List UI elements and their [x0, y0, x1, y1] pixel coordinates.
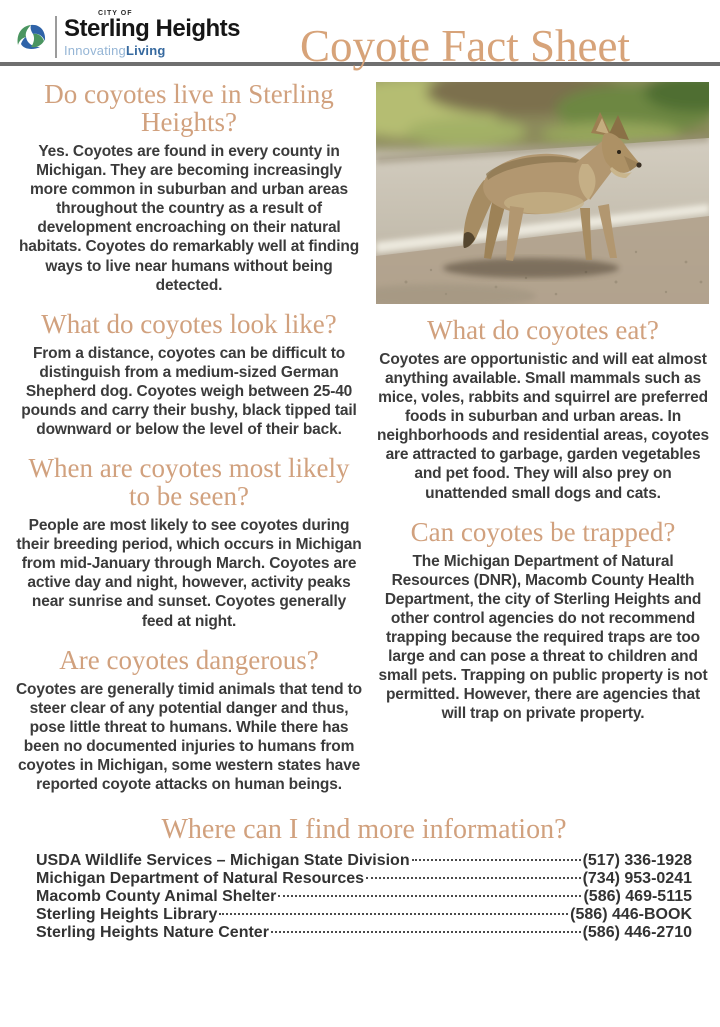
dotted-leader — [271, 931, 581, 933]
sterling-heights-logo — [14, 10, 241, 62]
coyote-illustration — [376, 82, 709, 304]
logo-divider — [55, 16, 57, 58]
page-title: Coyote Fact Sheet — [300, 20, 630, 71]
sterling-heights-logo-icon — [14, 21, 48, 53]
section-heading: Are coyotes dangerous? — [59, 644, 319, 675]
section-trapped — [376, 518, 710, 724]
left-column — [16, 80, 362, 809]
section-heading: Can coyotes be trapped? — [410, 516, 676, 547]
logo-tagline-living: Living — [126, 43, 166, 58]
directory-name: Michigan Department of Natural Resources — [36, 870, 365, 888]
directory-name: Sterling Heights Library — [36, 906, 218, 924]
section-heading: What do coyotes eat? — [427, 315, 659, 345]
logo-city-of: CITY OF — [98, 10, 133, 17]
logo-tagline — [64, 44, 240, 57]
directory-name: Sterling Heights Nature Center — [36, 924, 269, 942]
logo-name: Sterling Heights — [64, 15, 241, 42]
directory-phone: (586) 469-5115 — [583, 888, 692, 906]
coyote-photo — [376, 82, 709, 304]
section-body: Coyotes are opportunistic and will eat almost anything available. Small mammals such as mice, voles, rabbits and squirrel are preferred foods in suburban and urban areas. In neighborhoods and residential areas, coyotes are attracted to garbage, garden vegetables and pet food. They will also prey on unattended small dogs and cats. — [377, 351, 709, 502]
directory-phone: (734) 953-0241 — [582, 870, 692, 888]
section-look-like — [16, 310, 362, 439]
dotted-leader — [366, 877, 581, 879]
section-dangerous — [16, 646, 362, 794]
section-live-in-sterling-heights — [16, 80, 362, 295]
section-body: The Michigan Department of Natural Resources (DNR), Macomb County Health Department, the city of Sterling Heights and other control agencies do not recommend trapping because the required traps are too large and can pose a threat to children and small pets. Trapping on public property is not permitted. However, there are agencies that will trap on private property. — [378, 552, 708, 723]
dotted-leader — [412, 859, 581, 861]
section-body: Yes. Coyotes are found in every county in Michigan. They are becoming increasingly more common in suburban and urban areas throughout the country as a result of development encroaching on their natural habitats. Coyotes do remarkably well at finding ways to live near humans without being detected. — [18, 143, 360, 294]
section-what-eat — [376, 316, 710, 503]
directory-phone: (517) 336-1928 — [582, 852, 692, 870]
footer-more-information — [0, 809, 720, 942]
right-column — [376, 80, 710, 809]
directory-row-animal-shelter — [36, 888, 692, 906]
section-heading: What do coyotes look like? — [41, 308, 337, 339]
directory-row-library — [36, 906, 692, 924]
section-body: From a distance, coyotes can be difficult to distinguish from a medium-sized German Shepherd dog. Coyotes weigh between 25-40 pounds and carry their bushy, black tipped tail downward or below the level of their back. — [21, 344, 357, 438]
logo-tagline-innovating: Innovating — [64, 43, 126, 58]
logo-text — [64, 10, 241, 58]
dotted-leader — [219, 913, 568, 915]
section-body: People are most likely to see coyotes during their breeding period, which occurs in Michigan from mid-January through March. Coyotes are active day and night, however, activity peaks near sunrise and sunset. Coyotes generally feed at night. — [16, 517, 362, 630]
directory-phone: (586) 446-2710 — [582, 924, 692, 942]
section-when-seen — [16, 454, 362, 631]
directory-row-dnr — [36, 870, 692, 888]
directory-phone: (586) 446-BOOK — [570, 906, 692, 924]
content-columns — [0, 66, 720, 809]
footer-heading: Where can I find more information? — [161, 814, 567, 846]
directory-name: USDA Wildlife Services – Michigan State Division — [36, 852, 410, 870]
section-body: Coyotes are generally timid animals that tend to steer clear of any potential danger and thus, pose little threat to humans. While there has been no documented injuries to humans from coyotes in Michigan, some western states have reported coyote attacks on human beings. — [16, 680, 362, 793]
header — [0, 0, 720, 71]
section-heading: When are coyotes most likely to be seen? — [28, 453, 350, 512]
phone-directory — [36, 852, 692, 942]
directory-name: Macomb County Animal Shelter — [36, 888, 277, 906]
section-heading: Do coyotes live in Sterling Heights? — [44, 79, 334, 138]
directory-row-nature-center — [36, 924, 692, 942]
dotted-leader — [278, 895, 581, 897]
directory-row-usda — [36, 852, 692, 870]
